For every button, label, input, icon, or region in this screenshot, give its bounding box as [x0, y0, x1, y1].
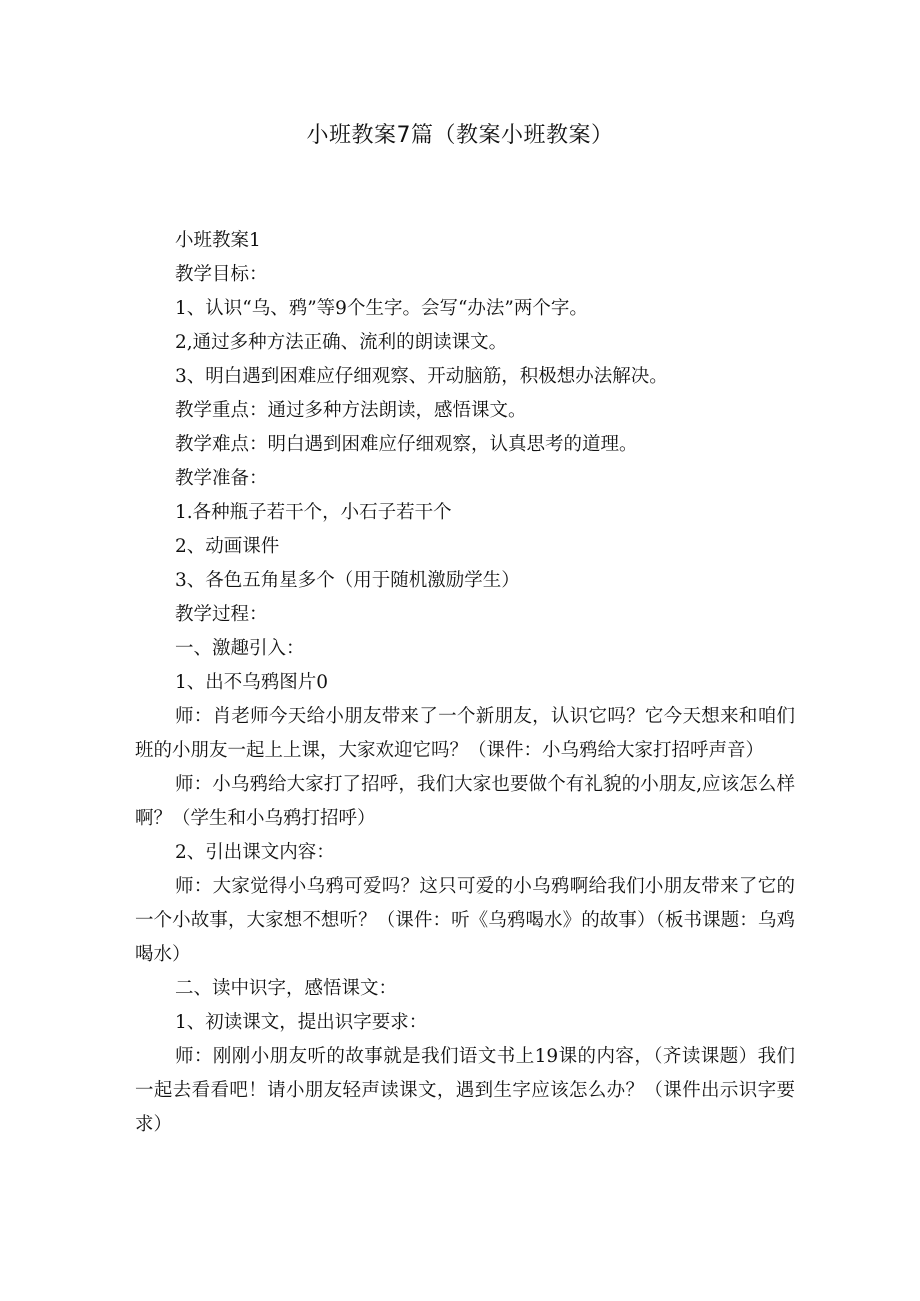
paragraph: 2、引出课文内容：: [175, 842, 335, 863]
paragraph: 3、明白遇到困难应仔细观察、开动脑筋，积极想办法解决。: [175, 366, 668, 387]
paragraph: 师：大家觉得小乌鸦可爱吗？这只可爱的小乌鸦啊给我们小朋友带来了它的一个小故事，大家想不想听？（课件：听《乌鸦喝水》的故事）（板书课题：乌鸡喝水）: [135, 876, 795, 965]
paragraph: 教学目标：: [175, 264, 268, 285]
paragraph: 3、各色五角星多个（用于随机激励学生）: [175, 570, 520, 591]
paragraph: 2,通过多种方法正确、流利的朗读课文。: [175, 332, 508, 353]
paragraph: 1、出不乌鸦图片0: [175, 672, 329, 693]
paragraph: 教学准备：: [175, 468, 268, 489]
paragraph: 师：肖老师今天给小朋友带来了一个新朋友，认识它吗？它今天想来和咱们班的小朋友一起上上课，大家欢迎它吗？（课件：小乌鸦给大家打招呼声音）: [135, 706, 795, 761]
paragraph: 1、初读课文，提出识字要求：: [175, 1012, 428, 1033]
paragraph: 1.各种瓶子若干个，小石子若干个: [175, 502, 452, 523]
paragraph: 小班教案1: [175, 230, 261, 251]
paragraph: 1、认识“乌、鸦”等9个生字。会写“办法”两个字。: [175, 298, 588, 319]
paragraph: 师：刚刚小朋友听的故事就是我们语文书上19课的内容，（齐读课题）我们一起去看看吧！请小朋友轻声读课文，遇到生字应该怎么办？（课件出示识字要求）: [135, 1046, 795, 1135]
paragraph: 一、激趣引入：: [175, 638, 305, 659]
paragraph: 2、动画课件: [175, 536, 280, 557]
paragraph: 教学难点：明白遇到困难应仔细观察，认真思考的道理。: [175, 434, 638, 455]
paragraph: 二、读中识字，感悟课文：: [175, 978, 398, 999]
paragraph: 教学过程：: [175, 604, 268, 625]
paragraph: 师：小乌鸦给大家打了招呼，我们大家也要做个有礼貌的小朋友,应该怎么样啊？（学生和小乌鸦打招呼）: [135, 774, 795, 829]
document-title: 小班教案7篇（教案小班教案）: [306, 123, 614, 148]
paragraph: 教学重点：通过多种方法朗读，感悟课文。: [175, 400, 527, 421]
document-body: [135, 224, 795, 1142]
